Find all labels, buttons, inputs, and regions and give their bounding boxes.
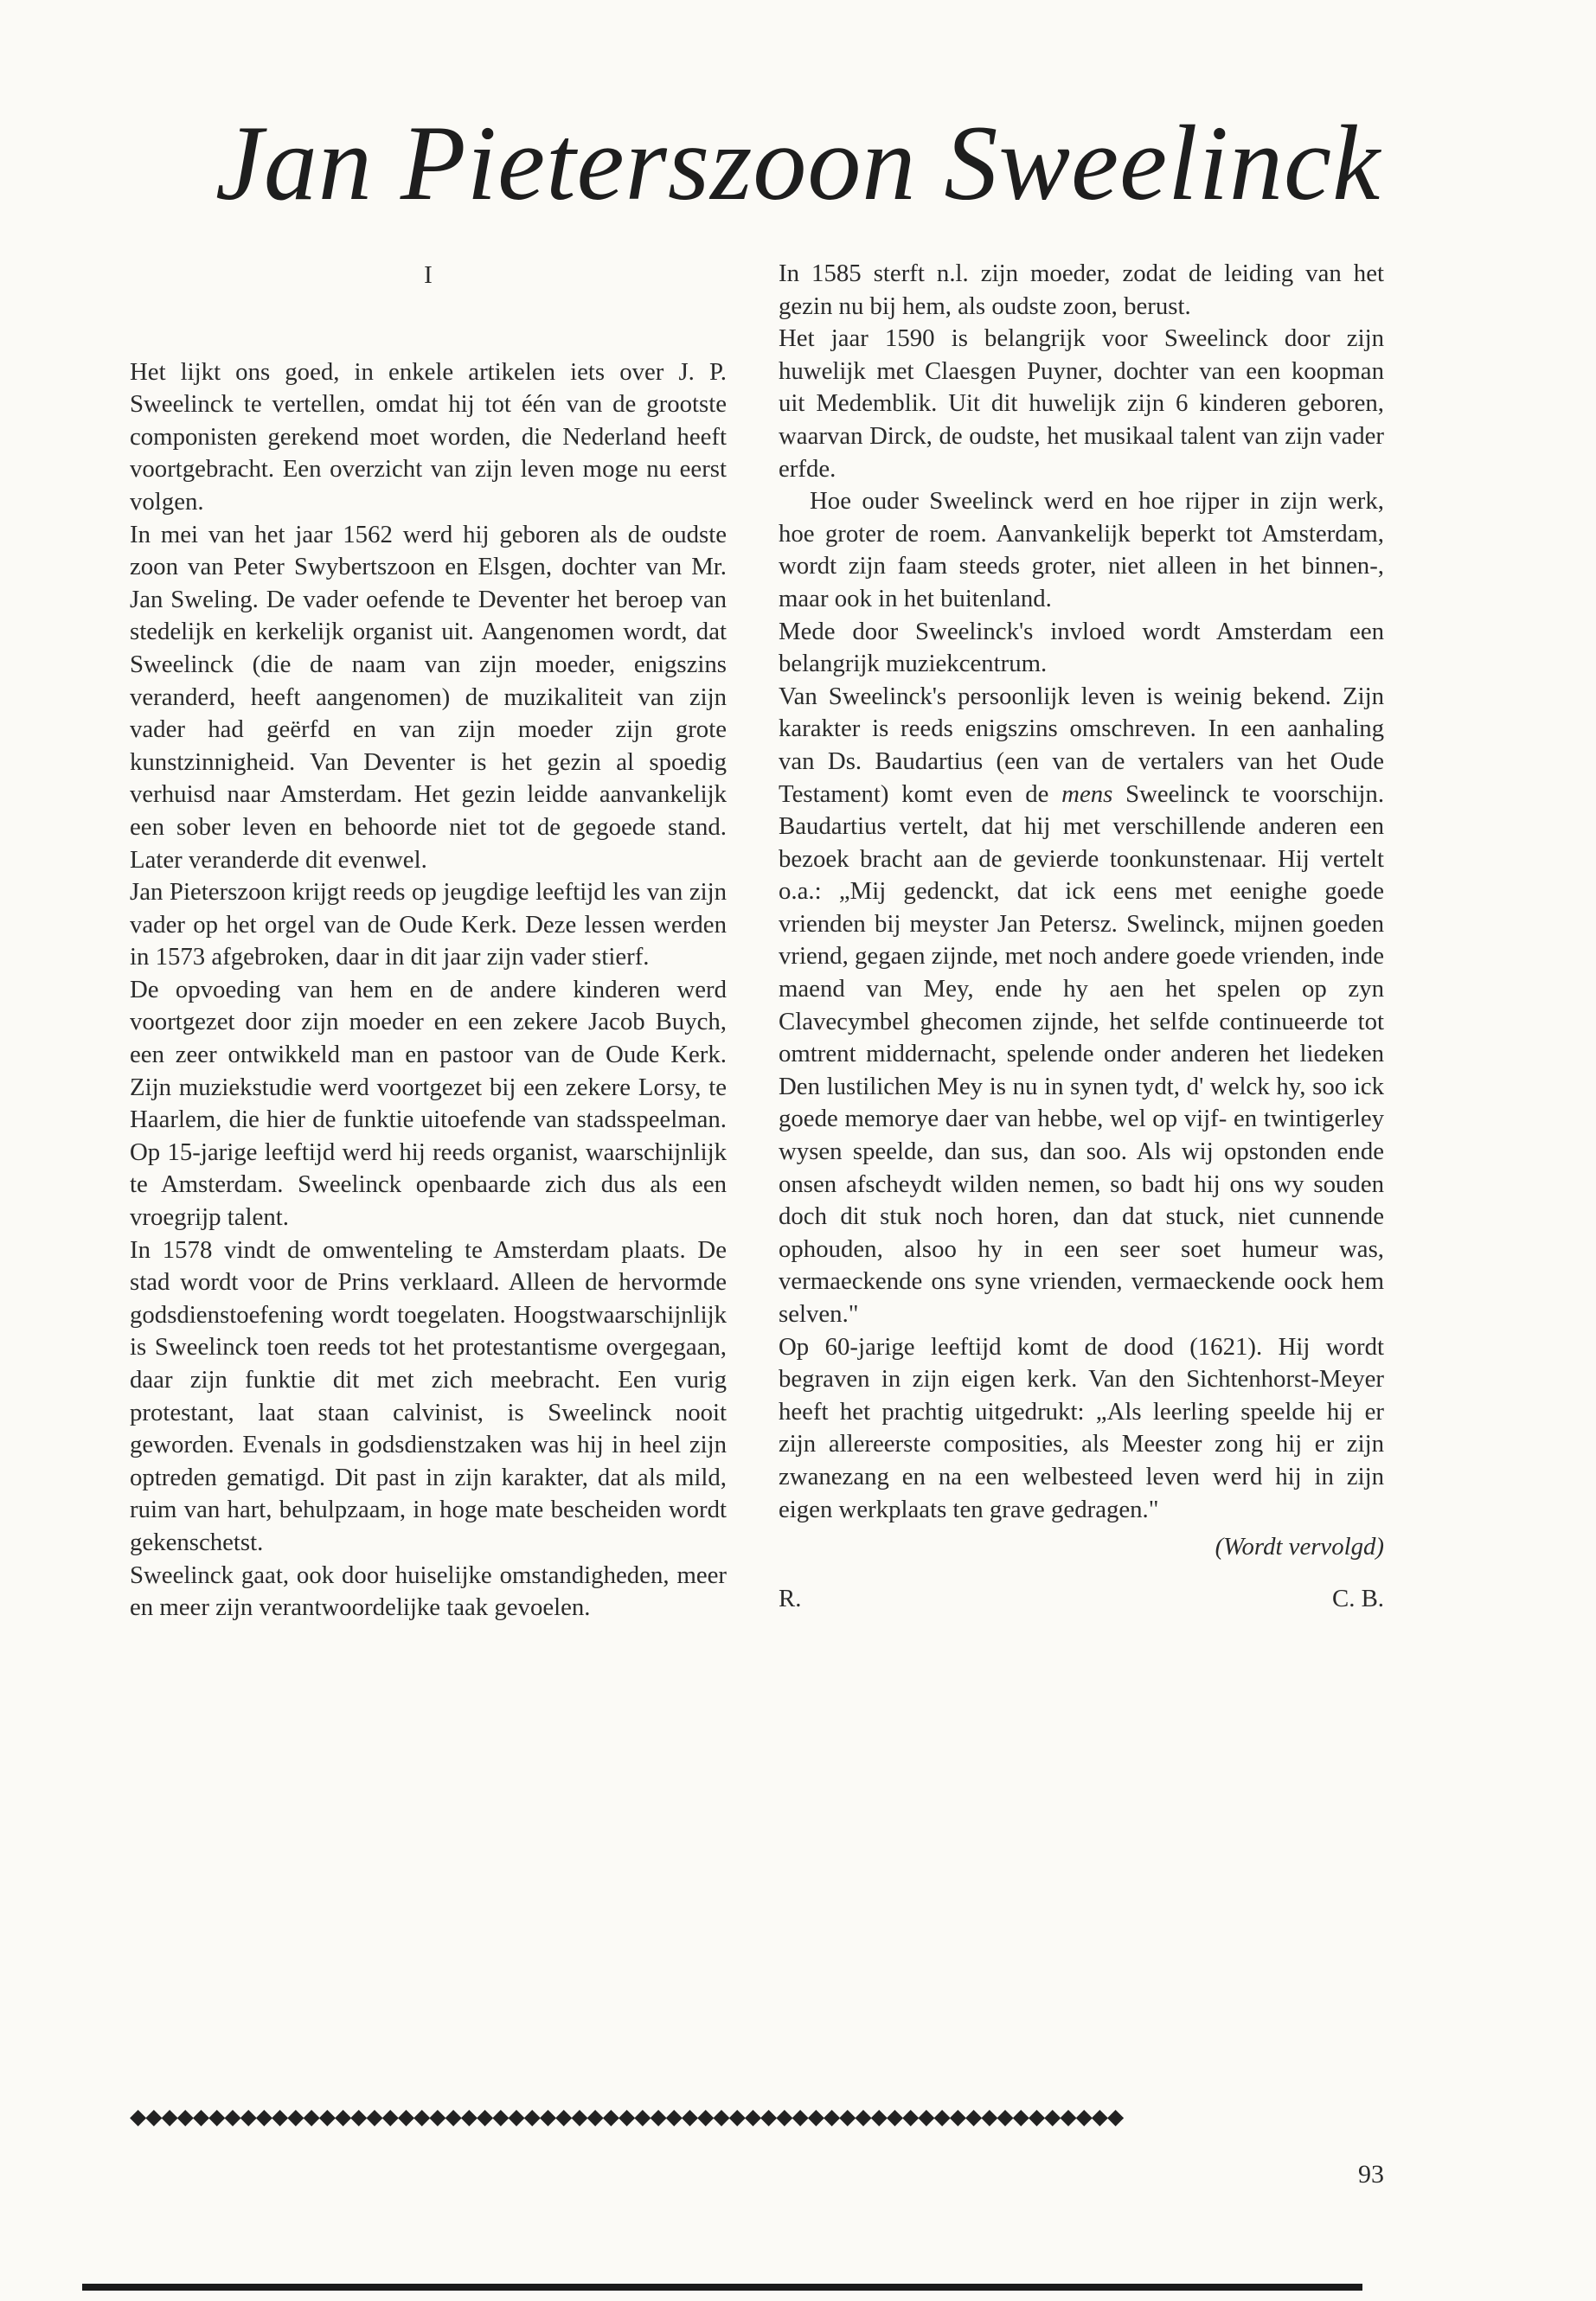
continued-note: (Wordt vervolgd) <box>1215 1533 1384 1561</box>
section-number: I <box>424 261 433 289</box>
paragraph-text: Van Sweelinck's persoonlijk leven is weinig bekend. Zijn karakter is reeds enigszins omschreven. In een aanhaling van Ds. Baudartius (een van de vertalers van het Oude Testament) komt even de <box>779 682 1384 808</box>
paragraph: Mede door Sweelinck's invloed wordt Amsterdam een belangrijk muziekcentrum. <box>779 617 1384 678</box>
page-number: 93 <box>1358 2160 1384 2189</box>
signature <box>779 1583 1384 1616</box>
paragraph: In mei van het jaar 1562 werd hij geboren als de oudste zoon van Peter Swybertszoon en Elsgen, dochter van Mr. Jan Sweling. De vader oefende te Deventer het beroep van stedelijk en kerkelijk organist uit. Aangenomen wordt, dat Sweelinck (die de naam van zijn moeder, enigszins veranderd, heeft aangenomen) de muzikaliteit van zijn vader had geërfd en van zijn moeder zijn grote kunstzinnigheid. Van Deventer is het gezin al spoedig verhuisd naar Amsterdam. Het gezin leidde aanvankelijk een sober leven en behoorde niet tot de gegoede stand. Later veranderde dit evenwel. <box>130 520 727 874</box>
right-column <box>779 258 1384 1615</box>
emphasis-word: mens <box>1061 779 1113 808</box>
paragraph: In 1585 sterft n.l. zijn moeder, zodat de leiding van het gezin nu bij hem, als oudste zoon, berust. <box>779 260 1384 320</box>
paragraph-text: Sweelinck te voorschijn. Baudartius vertelt, dat hij met verschillende anderen een bezoek bracht aan de gevierde toonkunstenaar. Hij vertelt o.a.: „Mij gedenckt, dat ick eens met eenighe goede vrienden bij meyster Jan Petersz. Swelinck, mijnen goeden vriend, gegaen zijnde, met noch andere goede vrienden, inde maend van Mey, ende hy aen het spelen op zyn Clavecymbel ghecomen zijnde, het selfde continueerde tot omtrent middernacht, spelende onder anderen het liedeken Den lustilichen Mey is nu in synen tydt, d' welck hy, soo ick goede memorye daer van hebbe, wel op vijf- en twintigerley wysen speelde, dan sus, dan soo. Als wij opstonden ende onsen afscheydt wilden nemen, so badt hij ons wy souden doch dit stuk noch horen, dan dat stuck, niet cunnende ophouden, alsoo hy in een seer soet humeur was, vermaeckende ons syne vrienden, vermaeckende oock hem selven." <box>779 779 1385 1328</box>
signature-left: R. <box>779 1584 802 1612</box>
paragraph: De opvoeding van hem en de andere kinderen werd voortgezet door zijn moeder en een zekere Jacob Buych, een zeer ontwikkeld man en pastoor van de Oude Kerk. Zijn muziekstudie werd voortgezet bij een zekere Lorsy, te Haarlem, die hier de funktie uitoefende van stadsspeelman. Op 15-jarige leeftijd werd hij reeds organist, waarschijnlijk te Amsterdam. Sweelinck openbaarde zich dus als een vroegrijp talent. <box>130 975 727 1232</box>
paragraph: Hoe ouder Sweelinck werd en hoe rijper in zijn werk, hoe groter de roem. Aanvankelijk beperkt tot Amsterdam, wordt zijn faam steeds groter, niet alleen in het binnen-, maar ook in het buitenland. <box>779 487 1384 612</box>
bottom-rule <box>82 2284 1362 2291</box>
left-column <box>130 258 727 1625</box>
article-title: Jan Pieterszoon Sweelinck <box>215 104 1381 222</box>
ornamental-divider: ◆◆◆◆◆◆◆◆◆◆◆◆◆◆◆◆◆◆◆◆◆◆◆◆◆◆◆◆◆◆◆◆◆◆◆◆◆◆◆◆◆◆◆◆◆◆◆◆◆◆◆◆◆◆◆◆◆◆◆◆◆◆◆ <box>130 2106 1124 2129</box>
paragraph-baudartius <box>779 681 1384 1331</box>
paragraph: Jan Pieterszoon krijgt reeds op jeugdige leeftijd les van zijn vader op het orgel van de Oude Kerk. Deze lessen werden in 1573 afgebroken, daar in dit jaar zijn vader stierf. <box>130 878 727 971</box>
paragraph: In 1578 vindt de omwenteling te Amsterdam plaats. De stad wordt voor de Prins verklaard. Alleen de hervormde godsdienstoefening wordt toegelaten. Hoogstwaarschijnlijk is Sweelinck toen reeds tot het protestantisme overgegaan, daar zijn funktie dit met zich meebracht. Een vurig protestant, laat staan calvinist, is Sweelinck nooit geworden. Evenals in godsdienstzaken was hij in heel zijn optreden gematigd. Dit past in zijn karakter, dat als mild, ruim van hart, behulpzaam, in hoge mate bescheiden wordt gekenschetst. <box>130 1235 727 1556</box>
paragraph: Sweelinck gaat, ook door huiselijke omstandigheden, meer en meer zijn verantwoordelijke taak gevoelen. <box>130 1561 727 1622</box>
paragraph: Het jaar 1590 is belangrijk voor Sweelinck door zijn huwelijk met Claesgen Puyner, dochter van een koopman uit Medemblik. Uit dit huwelijk zijn 6 kinderen geboren, waarvan Dirck, de oudste, het musikaal talent van zijn vader erfde. <box>779 324 1384 483</box>
paragraph: Op 60-jarige leeftijd komt de dood (1621). Hij wordt begraven in zijn eigen kerk. Van den Sichtenhorst-Meyer heeft het prachtig uitgedrukt: „Als leerling speelde hij er zijn allereerste composities, als Meester zong hij er zijn zwanezang en na een welbesteed leven werd hij in zijn eigen werkplaats ten grave gedragen." <box>779 1332 1384 1523</box>
paragraph: Het lijkt ons goed, in enkele artikelen iets over J. P. Sweelinck te vertellen, omdat hij tot één van de grootste componisten gerekend moet worden, die Nederland heeft voortgebracht. Een overzicht van zijn leven moge nu eerst volgen. <box>130 357 727 516</box>
signature-right: C. B. <box>1331 1584 1384 1612</box>
